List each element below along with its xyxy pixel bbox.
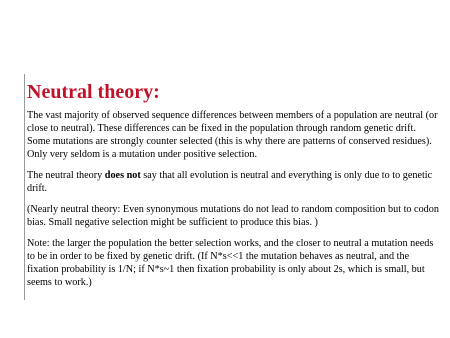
paragraph-does-not — [27, 169, 439, 195]
left-margin-rule — [24, 74, 25, 300]
paragraph-does-not-rest: say that all evolution is neutral and everything is only due to to genetic drift. — [27, 170, 433, 194]
paragraph-note: Note: the larger the population the better selection works, and the closer to neutral a mutation needs to be in order to be fixed by genetic drift. (If N*s<<1 the mutation behaves as neutral, and the fixation probability is 1/N; if N*s~1 then fixation probability is only about 2s, which is small, but seems to work.) — [27, 238, 434, 288]
paragraph-neutral-differences: The vast majority of observed sequence differences between members of a population are neutral (or close to neutral). These differences can be fixed in the population through random genetic drift. Some mutations are strongly counter selected (this is why there are patterns of conserved residues). Only very seldom is a mutation under positive selection. — [27, 110, 438, 160]
paragraph-does-not-lead: The neutral theory — [27, 170, 105, 181]
slide-content — [27, 80, 439, 297]
slide-title: Neutral theory: — [27, 81, 160, 103]
paragraph-nearly-neutral: (Nearly neutral theory: Even synonymous mutations do not lead to random composition but to codon bias. Small negative selection might be sufficient to produce this bias. ) — [27, 204, 439, 228]
paragraph-does-not-emphasis: does not — [104, 170, 141, 181]
